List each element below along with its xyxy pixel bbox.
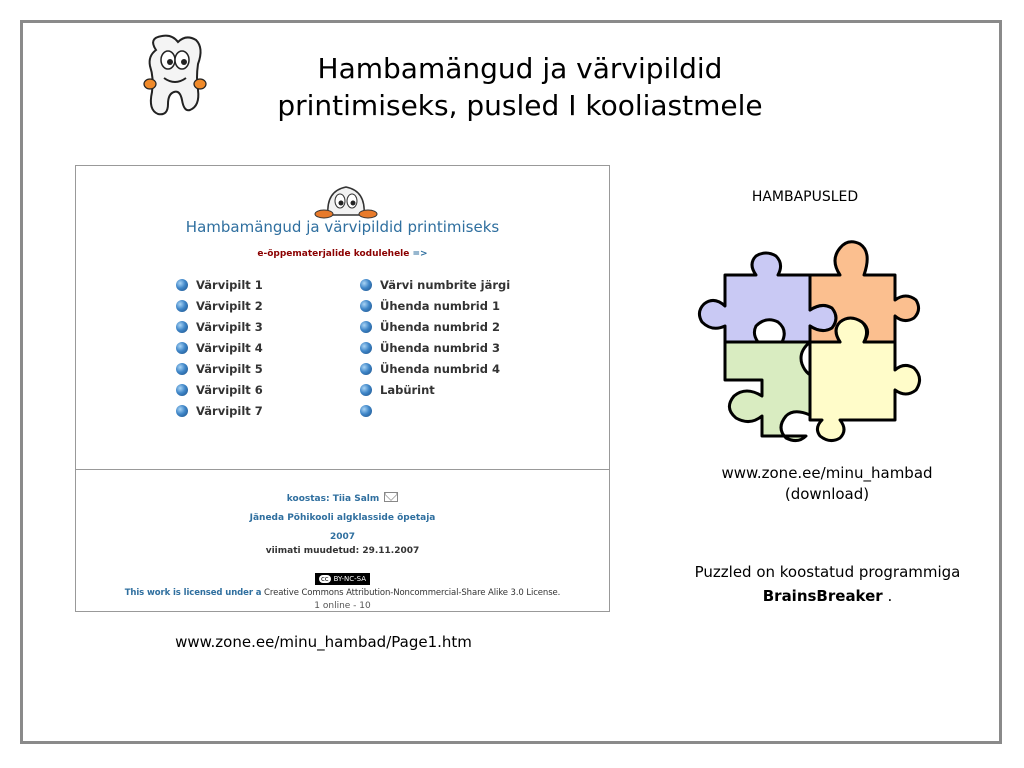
item-label[interactable]: Värvipilt 4 [196,341,263,355]
item-label[interactable]: Värvipilt 5 [196,362,263,376]
author-line [76,492,609,504]
blue-ball-bullet-icon [360,300,372,312]
blue-ball-bullet-icon [176,321,188,333]
screenshot-footer [76,470,609,612]
item-label[interactable]: Värvipilt 3 [196,320,263,334]
list-item[interactable] [176,361,263,382]
cc-badge[interactable] [76,573,609,585]
item-label[interactable]: Värvipilt 6 [196,383,263,397]
tooth-mascot-icon [138,30,208,120]
item-label[interactable]: Ühenda numbrid 1 [380,299,500,313]
item-label[interactable]: Värvipilt 2 [196,299,263,313]
coloring-list [176,277,263,424]
list-item[interactable] [176,298,263,319]
mail-icon[interactable] [384,492,398,502]
cc-badge-text: BY-NC-SA [333,575,367,583]
item-label[interactable]: Värvi numbrite järgi [380,278,511,292]
item-label[interactable]: Labürint [380,383,435,397]
license-link[interactable]: Creative Commons Attribution-Noncommercial-Share Alike 3.0 License. [264,588,561,598]
online-counter [76,601,609,611]
modified-date: viimati muudetud: 29.11.2007 [265,546,420,556]
tooth-peeking-icon [306,181,386,219]
blue-ball-bullet-icon [360,384,372,396]
puzzle-download[interactable]: (download) [784,485,870,503]
screenshot-url-caption[interactable]: www.zone.ee/minu_hambad/Page1.htm [175,633,472,651]
list-item[interactable] [360,277,510,298]
author-text: koostas: Tiia Salm [286,494,380,504]
list-item[interactable] [360,298,510,319]
blue-ball-bullet-icon [176,342,188,354]
online-total: 10 [359,601,371,611]
list-item[interactable] [360,361,510,382]
puzzle-url[interactable]: www.zone.ee/minu_hambad [721,464,933,482]
blue-ball-bullet-icon [360,405,372,417]
list-item[interactable] [360,319,510,340]
blue-ball-bullet-icon [176,279,188,291]
blue-ball-bullet-icon [360,342,372,354]
home-link-arrow: => [412,249,428,259]
website-screenshot [75,165,610,612]
puzzled-note [645,560,1010,608]
blue-ball-bullet-icon [360,321,372,333]
activity-list [360,277,510,424]
cc-badge-label: cc [320,575,329,583]
blue-ball-bullet-icon [176,405,188,417]
list-item[interactable] [360,382,510,403]
cc-license-badge-icon[interactable] [315,573,370,585]
title-line-2: printimiseks, pusled I kooliastmele [277,89,763,122]
online-count: 1 [314,601,320,611]
blue-ball-bullet-icon [176,384,188,396]
list-item[interactable] [360,403,510,424]
blue-ball-bullet-icon [360,279,372,291]
list-item[interactable] [176,277,263,298]
license-prefix: This work is licensed under a [124,588,262,598]
program-suffix: . [882,587,893,605]
puzzle-pieces-icon [690,230,935,445]
program-line [645,584,1010,608]
item-label[interactable]: Värvipilt 7 [196,404,263,418]
list-item[interactable] [176,382,263,403]
home-link-text[interactable]: e-õppematerjalide kodulehele [257,249,410,259]
item-label[interactable]: Ühenda numbrid 4 [380,362,500,376]
puzzle-heading: HAMBAPUSLED [751,189,859,205]
online-label: online - [322,601,357,611]
blue-ball-bullet-icon [176,363,188,375]
author-role: Jäneda Põhikooli algklasside õpetaja [249,513,436,523]
blue-ball-bullet-icon [360,363,372,375]
item-label[interactable]: Ühenda numbrid 3 [380,341,500,355]
list-item[interactable] [176,340,263,361]
home-link[interactable] [76,249,609,259]
puzzle-url-caption[interactable] [690,463,964,505]
list-item[interactable] [176,403,263,424]
list-item[interactable] [176,319,263,340]
screenshot-title: Hambamängud ja värvipildid printimiseks [185,218,500,236]
year: 2007 [329,532,356,542]
item-label[interactable]: Ühenda numbrid 2 [380,320,500,334]
program-name: BrainsBreaker [762,587,883,605]
blue-ball-bullet-icon [176,300,188,312]
list-item[interactable] [360,340,510,361]
slide-title [215,50,825,124]
item-label[interactable]: Värvipilt 1 [196,278,263,292]
puzzled-text: Puzzled on koostatud programmiga [694,563,961,581]
license-line [76,588,609,598]
screenshot-content [76,166,609,470]
title-line-1: Hambamängud ja värvipildid [317,52,723,85]
